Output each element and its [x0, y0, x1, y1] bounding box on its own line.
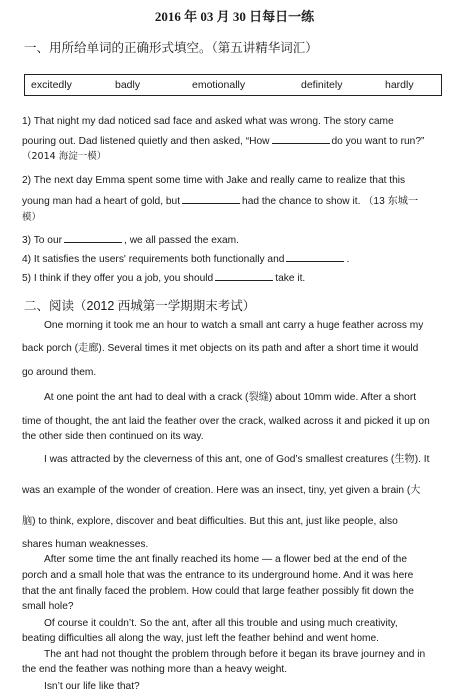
q5-text-a: 5) I think if they offer you a job, you should	[22, 273, 214, 284]
q3-line	[22, 233, 239, 247]
passage-line: I was attracted by the cleverness of this ant, one of God’s smallest creatures (生物). It	[44, 454, 430, 465]
page-title: 2016 年 03 月 30 日每日一练	[154, 9, 315, 24]
passage-line: At one point the ant had to deal with a crack (裂缝) about 10mm wide. After a short	[44, 392, 417, 403]
section1-heading: 一、用所给单词的正确形式填空。（第五讲精华词汇）	[24, 41, 318, 55]
passage-line: The ant had not thought the problem through before it began its brave journey and in	[44, 649, 426, 660]
passage-line: shares human weaknesses.	[22, 539, 149, 550]
passage-line: was an example of the wonder of creation. Here was an insect, tiny, yet given a brain (大	[22, 485, 421, 496]
passage-line: back porch (走廊). Several times it met objects on its path and after a short time it would	[22, 343, 419, 354]
passage-line: After some time the ant finally reached its home — a flower bed at the end of the	[44, 554, 407, 565]
q5-blank[interactable]	[215, 271, 273, 281]
q2-source: 模）	[22, 212, 42, 223]
passage-line: time of thought, the ant laid the feather over the crack, walked across it and picked it up on	[22, 416, 430, 427]
q5-line	[22, 271, 305, 285]
q2-line1: 2) The next day Emma spent some time with Jake and really came to realize that this	[22, 175, 406, 186]
passage-line: go around them.	[22, 367, 97, 378]
q4-text-b: .	[346, 254, 350, 265]
passage-line: small hole?	[22, 601, 74, 612]
word-bank-item: badly	[115, 79, 141, 91]
passage-line: that the ant finally faced the problem. How could that large feather possibly fit down the	[22, 586, 414, 597]
word-bank-item: hardly	[385, 79, 414, 91]
q3-text-a: 3) To our	[22, 235, 63, 246]
q3-text-b: , we all passed the exam.	[124, 235, 239, 246]
q4-text-a: 4) It satisfies the users' requirements both functionally and	[22, 254, 285, 265]
q3-blank[interactable]	[64, 233, 122, 243]
q1-source: （2014 海淀一模）	[22, 151, 107, 162]
passage-line: the other side then continued on its way.	[22, 431, 204, 442]
word-bank-item: excitedly	[31, 79, 72, 91]
word-bank-item: emotionally	[192, 79, 246, 91]
passage-line: One morning it took me an hour to watch a small ant carry a huge feather across my	[44, 320, 424, 331]
passage-line: Of course it couldn’t. So the ant, after all this trouble and using much creativity,	[44, 618, 398, 629]
q4-blank[interactable]	[286, 252, 344, 262]
q1-line2	[22, 134, 424, 148]
q1-blank[interactable]	[272, 134, 330, 144]
q4-line	[22, 252, 349, 266]
word-bank	[24, 74, 442, 96]
word-bank-item: definitely	[301, 79, 343, 91]
passage-line: the end the feather was nothing more than a heavy weight.	[22, 664, 288, 675]
passage-line: 脑) to think, explore, discover and beat difficulties. But this ant, just like people, also	[22, 516, 398, 527]
passage-line: Isn’t our life like that?	[44, 681, 140, 692]
passage-line: porch and a small hole that was the entrance to its underground home. And it was here	[22, 570, 414, 581]
q1-text-b: do you want to run?”	[331, 136, 425, 147]
passage-line: beating difficulties all along the way, just left the feather behind and went home.	[22, 633, 379, 644]
q2-text-a: young man had a heart of gold, but	[22, 196, 181, 207]
q1-text-a: pouring out. Dad listened quietly and then asked, “How	[22, 136, 270, 147]
q2-text-b: had the chance to show it. （13 东城一	[242, 196, 419, 207]
q1-line1: 1) That night my dad noticed sad face and asked what was wrong. The story came	[22, 116, 394, 127]
q5-text-b: take it.	[275, 273, 306, 284]
q2-blank[interactable]	[182, 194, 240, 204]
section2-heading: 二、阅读（2012 西城第一学期期末考试）	[24, 299, 256, 313]
q2-line2	[22, 194, 418, 208]
